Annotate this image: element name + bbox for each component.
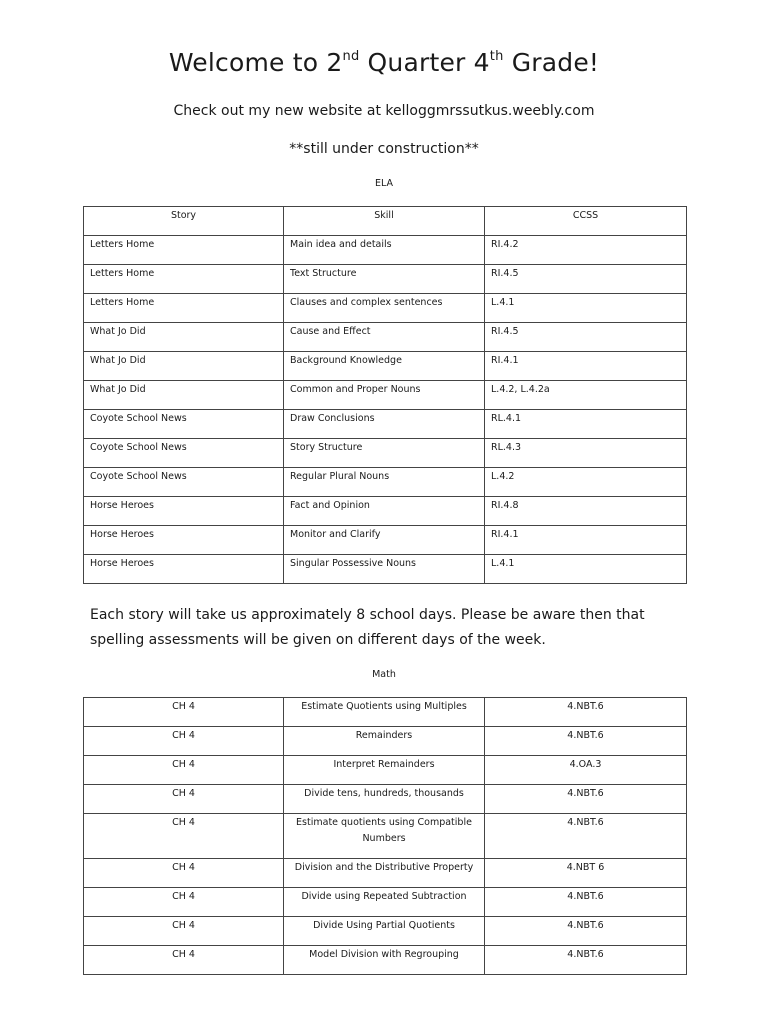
schedule-note-line-2: spelling assessments will be given on different days of the week. [90,632,546,648]
chapter-cell: CH 4 [84,785,284,814]
skill-cell: Common and Proper Nouns [284,381,485,410]
table-row [84,497,687,526]
story-cell: Horse Heroes [84,526,284,555]
ccss-cell: L.4.2 [485,468,687,497]
skill-cell: Regular Plural Nouns [284,468,485,497]
standard-cell: 4.OA.3 [485,756,687,785]
skill-cell: Monitor and Clarify [284,526,485,555]
ela-header-skill: Skill [284,207,485,236]
standard-cell: 4.NBT.6 [485,888,687,917]
standard-cell: 4.NBT.6 [485,727,687,756]
table-row [84,265,687,294]
table-row [84,756,687,785]
ccss-cell: RI.4.2 [485,236,687,265]
standard-cell: 4.NBT.6 [485,917,687,946]
table-row [84,859,687,888]
ccss-cell: RI.4.1 [485,352,687,381]
lesson-cell: Divide tens, hundreds, thousands [284,785,485,814]
table-row [84,526,687,555]
ela-header-story: Story [84,207,284,236]
table-row [84,410,687,439]
story-cell: Coyote School News [84,468,284,497]
chapter-cell: CH 4 [84,917,284,946]
skill-cell: Main idea and details [284,236,485,265]
story-cell: Coyote School News [84,410,284,439]
skill-cell: Fact and Opinion [284,497,485,526]
chapter-cell: CH 4 [84,859,284,888]
ccss-cell: RI.4.1 [485,526,687,555]
standard-cell: 4.NBT 6 [485,859,687,888]
story-cell: What Jo Did [84,381,284,410]
standard-cell: 4.NBT.6 [485,785,687,814]
skill-cell: Draw Conclusions [284,410,485,439]
title-text-2: Quarter 4 [359,48,490,77]
title-superscript-1: nd [342,48,360,64]
skill-cell: Clauses and complex sentences [284,294,485,323]
skill-cell: Cause and Effect [284,323,485,352]
ccss-cell: RL.4.3 [485,439,687,468]
table-row [84,236,687,265]
schedule-note [90,603,690,653]
standard-cell: 4.NBT.6 [485,698,687,727]
story-cell: Letters Home [84,236,284,265]
page-title [0,48,768,77]
ela-header-ccss: CCSS [485,207,687,236]
table-row [84,352,687,381]
story-cell: Letters Home [84,265,284,294]
math-section-label: Math [372,669,396,680]
chapter-cell: CH 4 [84,698,284,727]
chapter-cell: CH 4 [84,814,284,859]
standard-cell: 4.NBT.6 [485,814,687,859]
chapter-cell: CH 4 [84,888,284,917]
website-line: Check out my new website at kelloggmrssutkus.weebly.com [173,103,595,119]
lesson-cell: Estimate Quotients using Multiples [284,698,485,727]
ela-header-row [84,207,687,236]
table-row [84,888,687,917]
table-row [84,555,687,584]
chapter-cell: CH 4 [84,727,284,756]
ela-section-label: ELA [374,178,393,189]
lesson-cell: Remainders [284,727,485,756]
table-row [84,946,687,975]
skill-cell: Text Structure [284,265,485,294]
title-text-1: Welcome to 2 [168,48,343,77]
story-cell: What Jo Did [84,352,284,381]
lesson-cell: Divide Using Partial Quotients [284,917,485,946]
lesson-cell: Interpret Remainders [284,756,485,785]
ccss-cell: L.4.1 [485,555,687,584]
chapter-cell: CH 4 [84,946,284,975]
schedule-note-line-1: Each story will take us approximately 8 school days. Please be aware then that [90,607,645,623]
ccss-cell: L.4.1 [485,294,687,323]
table-row [84,917,687,946]
story-cell: Horse Heroes [84,555,284,584]
table-row [84,439,687,468]
chapter-cell: CH 4 [84,756,284,785]
lesson-cell: Estimate quotients using Compatible Numbers [284,814,485,859]
table-row [84,814,687,859]
ccss-cell: RI.4.5 [485,323,687,352]
ccss-cell: RI.4.5 [485,265,687,294]
table-row [84,294,687,323]
skill-cell: Background Knowledge [284,352,485,381]
table-row [84,698,687,727]
construction-note: **still under construction** [289,141,479,157]
story-cell: Horse Heroes [84,497,284,526]
lesson-cell: Divide using Repeated Subtraction [284,888,485,917]
ccss-cell: RI.4.8 [485,497,687,526]
math-table [83,697,687,975]
table-row [84,323,687,352]
lesson-cell: Model Division with Regrouping [284,946,485,975]
title-text-3: Grade! [503,48,600,77]
title-superscript-2: th [489,48,504,64]
story-cell: Letters Home [84,294,284,323]
table-row [84,727,687,756]
story-cell: Coyote School News [84,439,284,468]
ccss-cell: RL.4.1 [485,410,687,439]
table-row [84,785,687,814]
standard-cell: 4.NBT.6 [485,946,687,975]
lesson-cell: Division and the Distributive Property [284,859,485,888]
story-cell: What Jo Did [84,323,284,352]
table-row [84,381,687,410]
ela-table [83,206,687,584]
ccss-cell: L.4.2, L.4.2a [485,381,687,410]
skill-cell: Singular Possessive Nouns [284,555,485,584]
table-row [84,468,687,497]
skill-cell: Story Structure [284,439,485,468]
